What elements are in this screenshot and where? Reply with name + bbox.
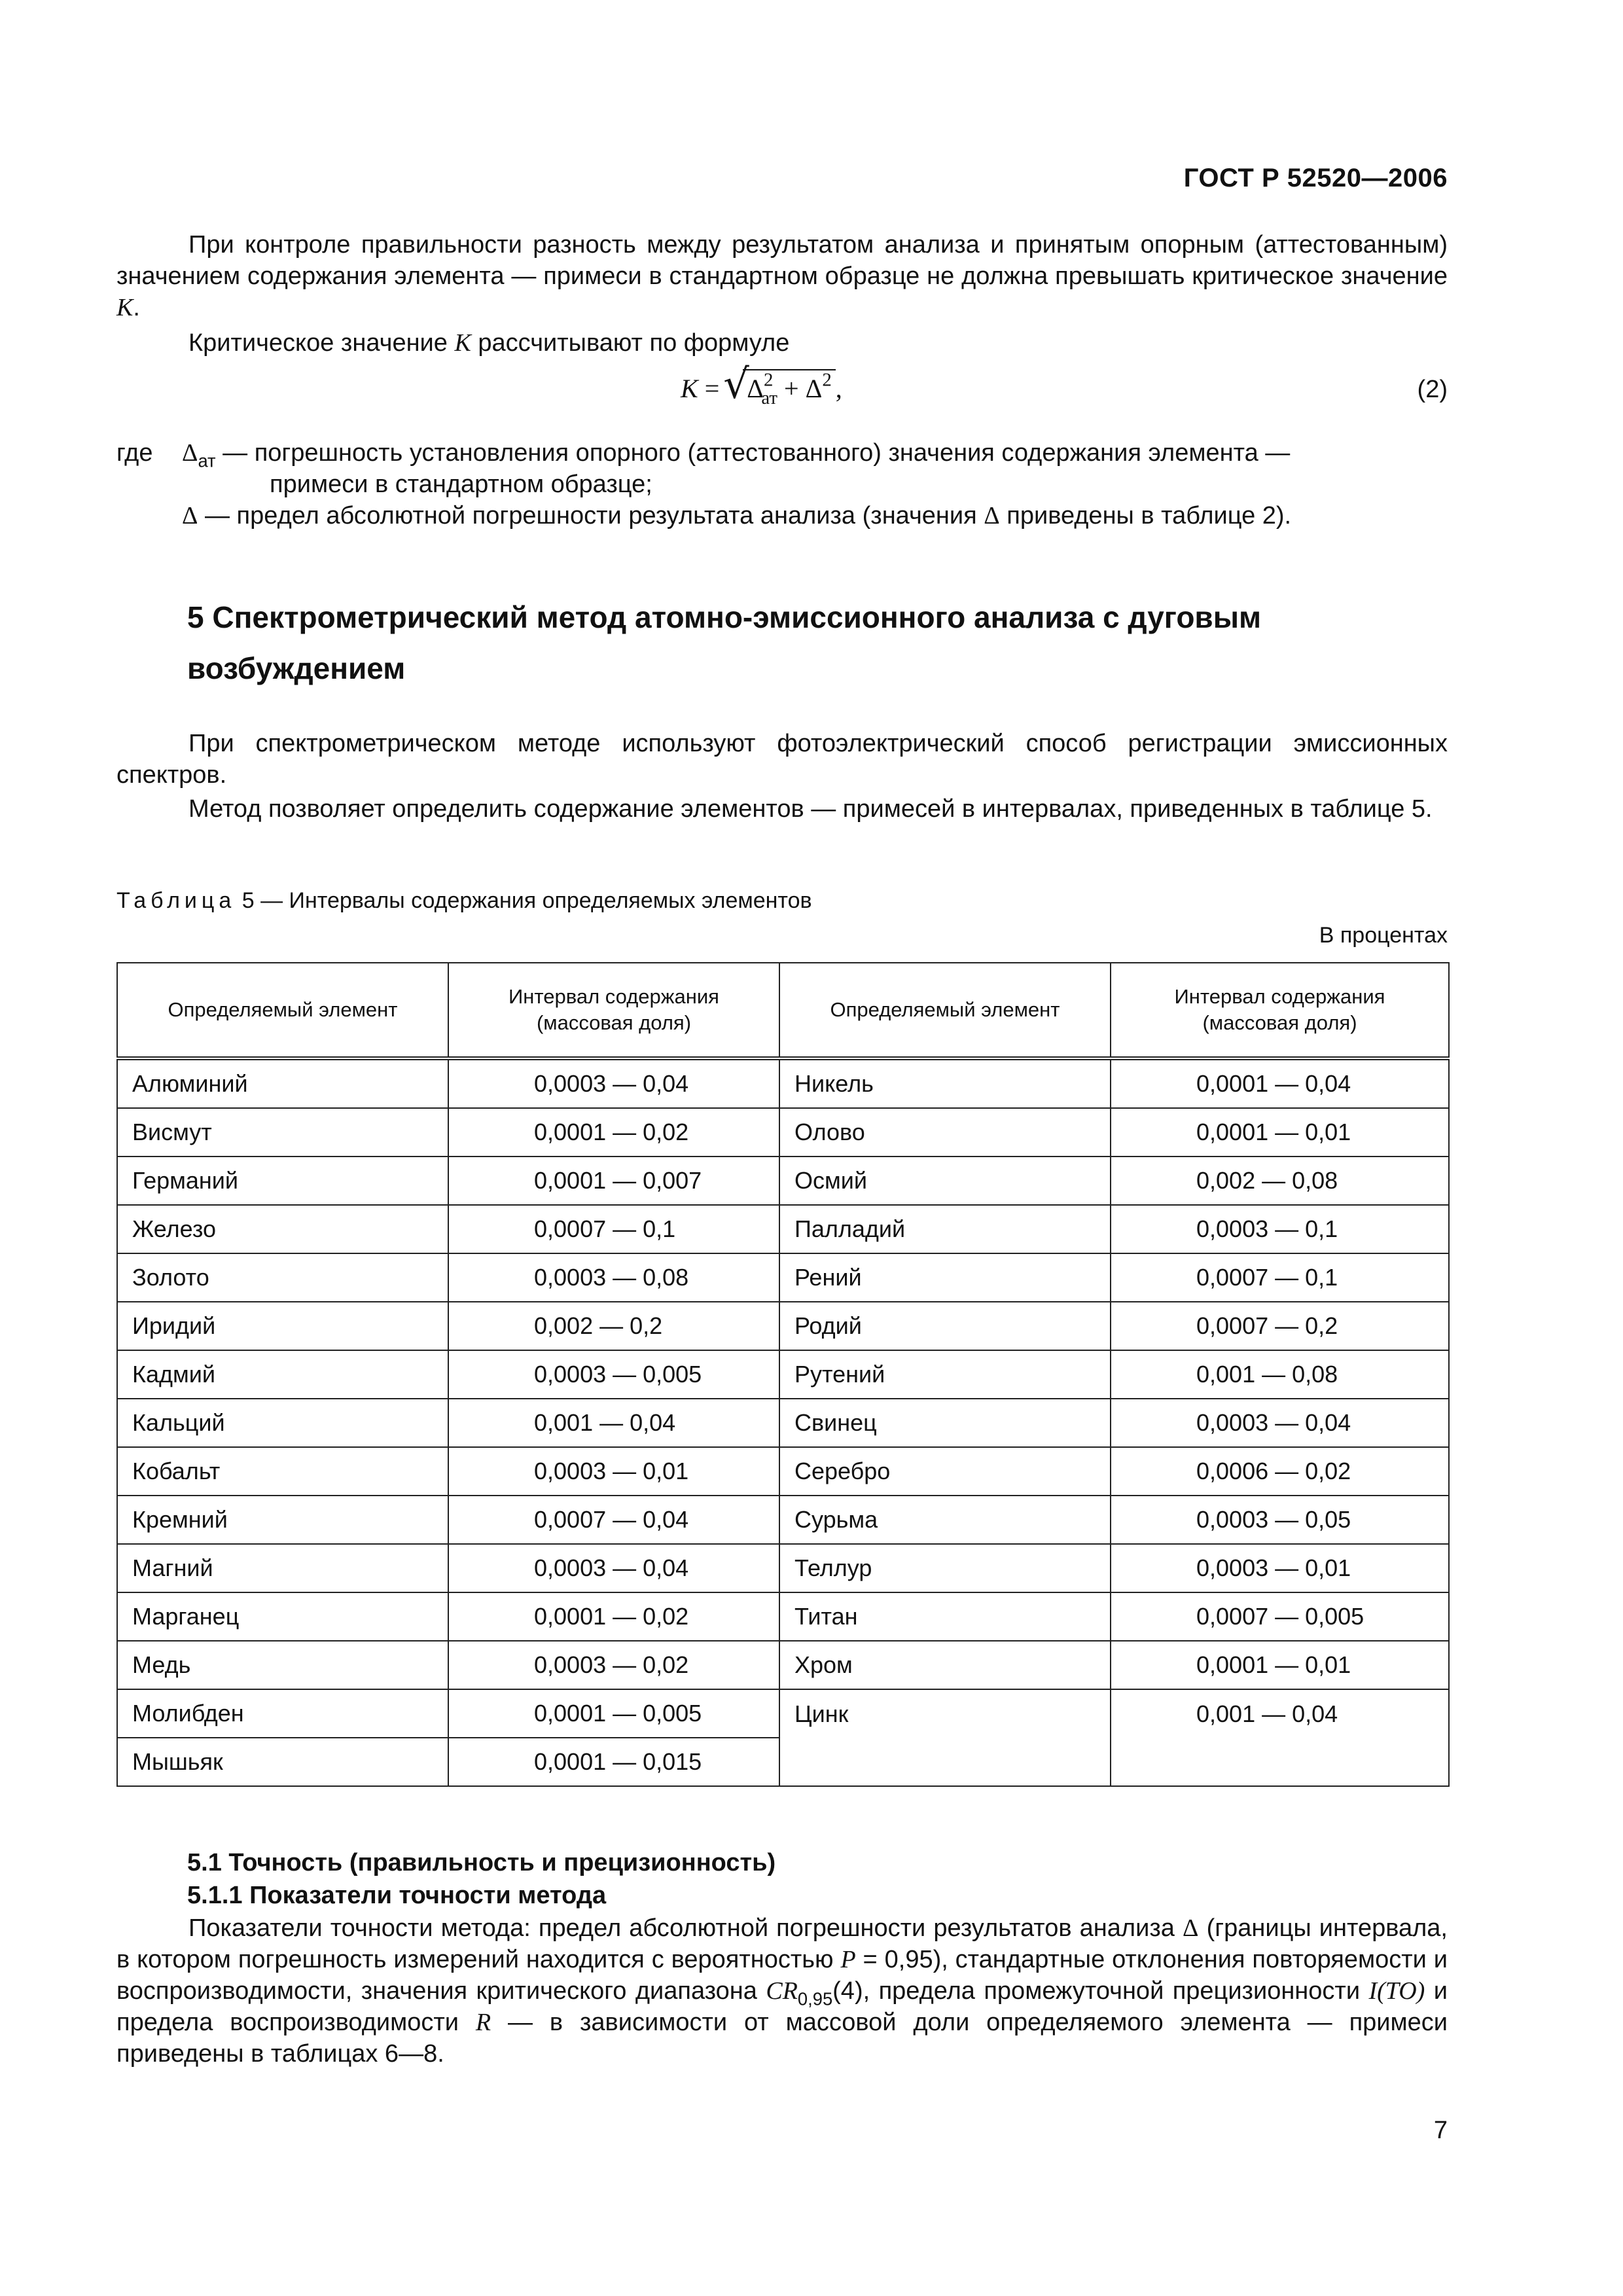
intro-paragraph-1 — [116, 229, 1448, 323]
element-name-cell: Магний — [117, 1544, 448, 1592]
section-5-1-1-paragraph — [116, 1912, 1448, 2070]
paragraph-text: (4), предела промежуточной прецизионности — [832, 1977, 1369, 2005]
formula-k — [681, 360, 842, 409]
table-row — [117, 1544, 1449, 1592]
column-header-interval — [448, 963, 779, 1058]
table-row — [117, 1592, 1449, 1641]
interval-cell: 0,001 — 0,08 — [1111, 1350, 1449, 1399]
element-name-cell: Олово — [779, 1108, 1111, 1157]
element-name-cell: Рутений — [779, 1350, 1111, 1399]
element-name-cell: Теллур — [779, 1544, 1111, 1592]
element-name-cell: Кадмий — [117, 1350, 448, 1399]
column-header-interval — [1111, 963, 1449, 1058]
where-label: где — [116, 439, 153, 467]
interval-cell: 0,001 — 0,04 — [1111, 1689, 1449, 1786]
interval-cell: 0,0001 — 0,02 — [448, 1108, 779, 1157]
header-line-1: Интервал содержания — [1174, 985, 1385, 1008]
delta-subscript: ат — [198, 450, 216, 471]
symbol-cr-subscript: 0,95 — [797, 1988, 833, 2009]
table-row — [117, 1399, 1449, 1447]
section-5-paragraph-1: При спектрометрическом методе используют фотоэлектрический способ регистрации эмиссионных спектров. — [116, 730, 1448, 789]
table-row — [117, 1641, 1449, 1689]
interval-cell: 0,0001 — 0,005 — [448, 1689, 779, 1738]
where-definition-1 — [182, 437, 1448, 469]
table-row — [117, 1157, 1449, 1205]
table-row — [117, 1253, 1449, 1302]
interval-cell: 0,0003 — 0,01 — [448, 1447, 779, 1496]
section-5-1-title: 5.1 Точность (правильность и прецизионность) — [187, 1849, 776, 1876]
formula-subscript: ат — [761, 387, 778, 409]
formula-plus: + — [777, 374, 806, 403]
element-name-cell: Свинец — [779, 1399, 1111, 1447]
formula-delta: Δ — [805, 374, 823, 403]
symbol-cr: CR — [766, 1977, 798, 2005]
element-name-cell: Родий — [779, 1302, 1111, 1350]
interval-cell: 0,0006 — 0,02 — [1111, 1447, 1449, 1496]
element-name-cell: Железо — [117, 1205, 448, 1253]
section-5-1-1-title: 5.1.1 Показатели точности метода — [187, 1882, 607, 1909]
interval-cell: 0,0007 — 0,1 — [448, 1205, 779, 1253]
page-number: 7 — [1433, 2117, 1448, 2144]
element-name-cell: Алюминий — [117, 1058, 448, 1108]
element-name-cell: Мышьяк — [117, 1738, 448, 1786]
interval-cell: 0,0001 — 0,01 — [1111, 1641, 1449, 1689]
intro-text: Критическое значение — [188, 329, 455, 357]
formula-power: 2 — [763, 369, 774, 391]
formula-number: (2) — [1417, 376, 1448, 403]
interval-cell: 0,0001 — 0,007 — [448, 1157, 779, 1205]
interval-cell: 0,002 — 0,2 — [448, 1302, 779, 1350]
element-name-cell: Хром — [779, 1641, 1111, 1689]
interval-cell: 0,0007 — 0,04 — [448, 1496, 779, 1544]
paragraph-text: и предела воспроизводимости — [116, 1977, 1448, 2036]
table-row — [117, 1689, 1449, 1738]
symbol-ito: I(TO) — [1368, 1977, 1425, 2005]
interval-cell: 0,0001 — 0,01 — [1111, 1108, 1449, 1157]
element-name-cell: Кремний — [117, 1496, 448, 1544]
interval-cell: 0,0003 — 0,04 — [448, 1544, 779, 1592]
element-name-cell: Осмий — [779, 1157, 1111, 1205]
delta-symbol: Δ — [182, 439, 198, 467]
paragraph-text: Показатели точности метода: предел абсолютной погрешности результатов анализа — [188, 1914, 1183, 1942]
element-name-cell: Сурьма — [779, 1496, 1111, 1544]
interval-cell: 0,0003 — 0,05 — [1111, 1496, 1449, 1544]
element-name-cell: Германий — [117, 1157, 448, 1205]
element-name-cell: Золото — [117, 1253, 448, 1302]
table-5-units: В процентах — [1319, 923, 1448, 948]
formula-power: 2 — [822, 369, 832, 391]
definition-text: — погрешность установления опорного (аттестованного) значения содержания элемента — — [215, 439, 1291, 467]
symbol-p: P — [840, 1946, 856, 1973]
sqrt-icon: √ — [723, 360, 749, 408]
header-line-2: (массовая доля) — [1202, 1011, 1357, 1034]
section-5-paragraph-2: Метод позволяет определить содержание элементов — примесей в интервалах, приведенных в таблице 5. — [188, 795, 1433, 823]
paragraph-text: (границы интервала, в котором погрешность измерений находится с вероятностью — [116, 1914, 1448, 1973]
paragraph-text: = 0,95), стандартные отклонения повторяемости и воспроизводимости, значения критического диапазона — [116, 1946, 1448, 2005]
where-definition-1-cont: примеси в стандартном образце; — [270, 471, 652, 498]
symbol-k: K — [454, 329, 471, 357]
interval-cell: 0,0001 — 0,015 — [448, 1738, 779, 1786]
element-name-cell: Молибден — [117, 1689, 448, 1738]
where-definition-2 — [182, 500, 1448, 531]
table-row — [117, 1302, 1449, 1350]
interval-cell: 0,0003 — 0,02 — [448, 1641, 779, 1689]
element-name-cell: Медь — [117, 1641, 448, 1689]
column-header-element: Определяемый элемент — [117, 963, 448, 1058]
paragraph-text: — в зависимости от массовой доли определяемого элемента — примеси приведены в таблицах 6—8. — [116, 2009, 1448, 2068]
formula-equals: = — [698, 374, 726, 403]
definition-text-end: приведены в таблице 2). — [999, 502, 1292, 529]
element-name-cell: Кальций — [117, 1399, 448, 1447]
interval-cell: 0,0007 — 0,2 — [1111, 1302, 1449, 1350]
intro-paragraph-2 — [116, 327, 1448, 359]
interval-cell: 0,0007 — 0,1 — [1111, 1253, 1449, 1302]
element-name-cell: Серебро — [779, 1447, 1111, 1496]
interval-cell: 0,0003 — 0,01 — [1111, 1544, 1449, 1592]
formula-delta: Δ — [747, 374, 764, 403]
intro-text: При контроле правильности разность между результатом анализа и принятым опорным (аттестованным) значением содержания элемента — примеси в стандартном образце не должна превышать критическое значение — [116, 231, 1448, 290]
intro-text-end: . — [133, 294, 140, 321]
interval-cell: 0,0007 — 0,005 — [1111, 1592, 1449, 1641]
interval-cell: 0,0003 — 0,1 — [1111, 1205, 1449, 1253]
table-5 — [116, 962, 1450, 1787]
element-name-cell: Кобальт — [117, 1447, 448, 1496]
element-name-cell: Титан — [779, 1592, 1111, 1641]
element-name-cell: Висмут — [117, 1108, 448, 1157]
interval-cell: 0,0003 — 0,005 — [448, 1350, 779, 1399]
table-row — [117, 1447, 1449, 1496]
document-id-header: ГОСТ Р 52520—2006 — [1183, 164, 1448, 192]
section-5-title: 5 Спектрометрический метод атомно-эмиссионного анализа с дуговым возбуждением — [187, 600, 1262, 685]
delta-symbol: Δ — [984, 502, 1000, 529]
interval-cell: 0,0003 — 0,04 — [448, 1058, 779, 1108]
column-header-element: Определяемый элемент — [779, 963, 1111, 1058]
element-name-cell: Рений — [779, 1253, 1111, 1302]
formula-lhs: K — [681, 374, 698, 403]
definition-text: — предел абсолютной погрешности результата анализа (значения — [198, 502, 984, 529]
delta-symbol: Δ — [1183, 1914, 1199, 1942]
table-row — [117, 1350, 1449, 1399]
table-row — [117, 1108, 1449, 1157]
formula-sqrt — [723, 360, 835, 409]
header-line-2: (массовая доля) — [536, 1011, 692, 1034]
interval-cell: 0,0003 — 0,08 — [448, 1253, 779, 1302]
interval-cell: 0,0001 — 0,04 — [1111, 1058, 1449, 1108]
element-name-cell: Марганец — [117, 1592, 448, 1641]
symbol-r: R — [475, 2009, 491, 2036]
interval-cell: 0,002 — 0,08 — [1111, 1157, 1449, 1205]
header-line-1: Интервал содержания — [508, 985, 719, 1008]
delta-symbol: Δ — [182, 502, 198, 529]
element-name-cell: Никель — [779, 1058, 1111, 1108]
symbol-k: K — [116, 294, 134, 321]
interval-cell: 0,0003 — 0,04 — [1111, 1399, 1449, 1447]
intro-text-end: рассчитывают по формуле — [471, 329, 790, 357]
formula-comma: , — [835, 374, 842, 403]
caption-label: Таблица — [116, 888, 236, 913]
element-name-cell: Цинк — [779, 1689, 1111, 1786]
table-row — [117, 1058, 1449, 1108]
table-5-caption — [116, 888, 812, 914]
table-row — [117, 1496, 1449, 1544]
table-header-row — [117, 963, 1449, 1058]
element-name-cell: Палладий — [779, 1205, 1111, 1253]
interval-cell: 0,0001 — 0,02 — [448, 1592, 779, 1641]
caption-text: 5 — Интервалы содержания определяемых элементов — [236, 888, 812, 913]
table-row — [117, 1205, 1449, 1253]
element-name-cell: Иридий — [117, 1302, 448, 1350]
interval-cell: 0,001 — 0,04 — [448, 1399, 779, 1447]
